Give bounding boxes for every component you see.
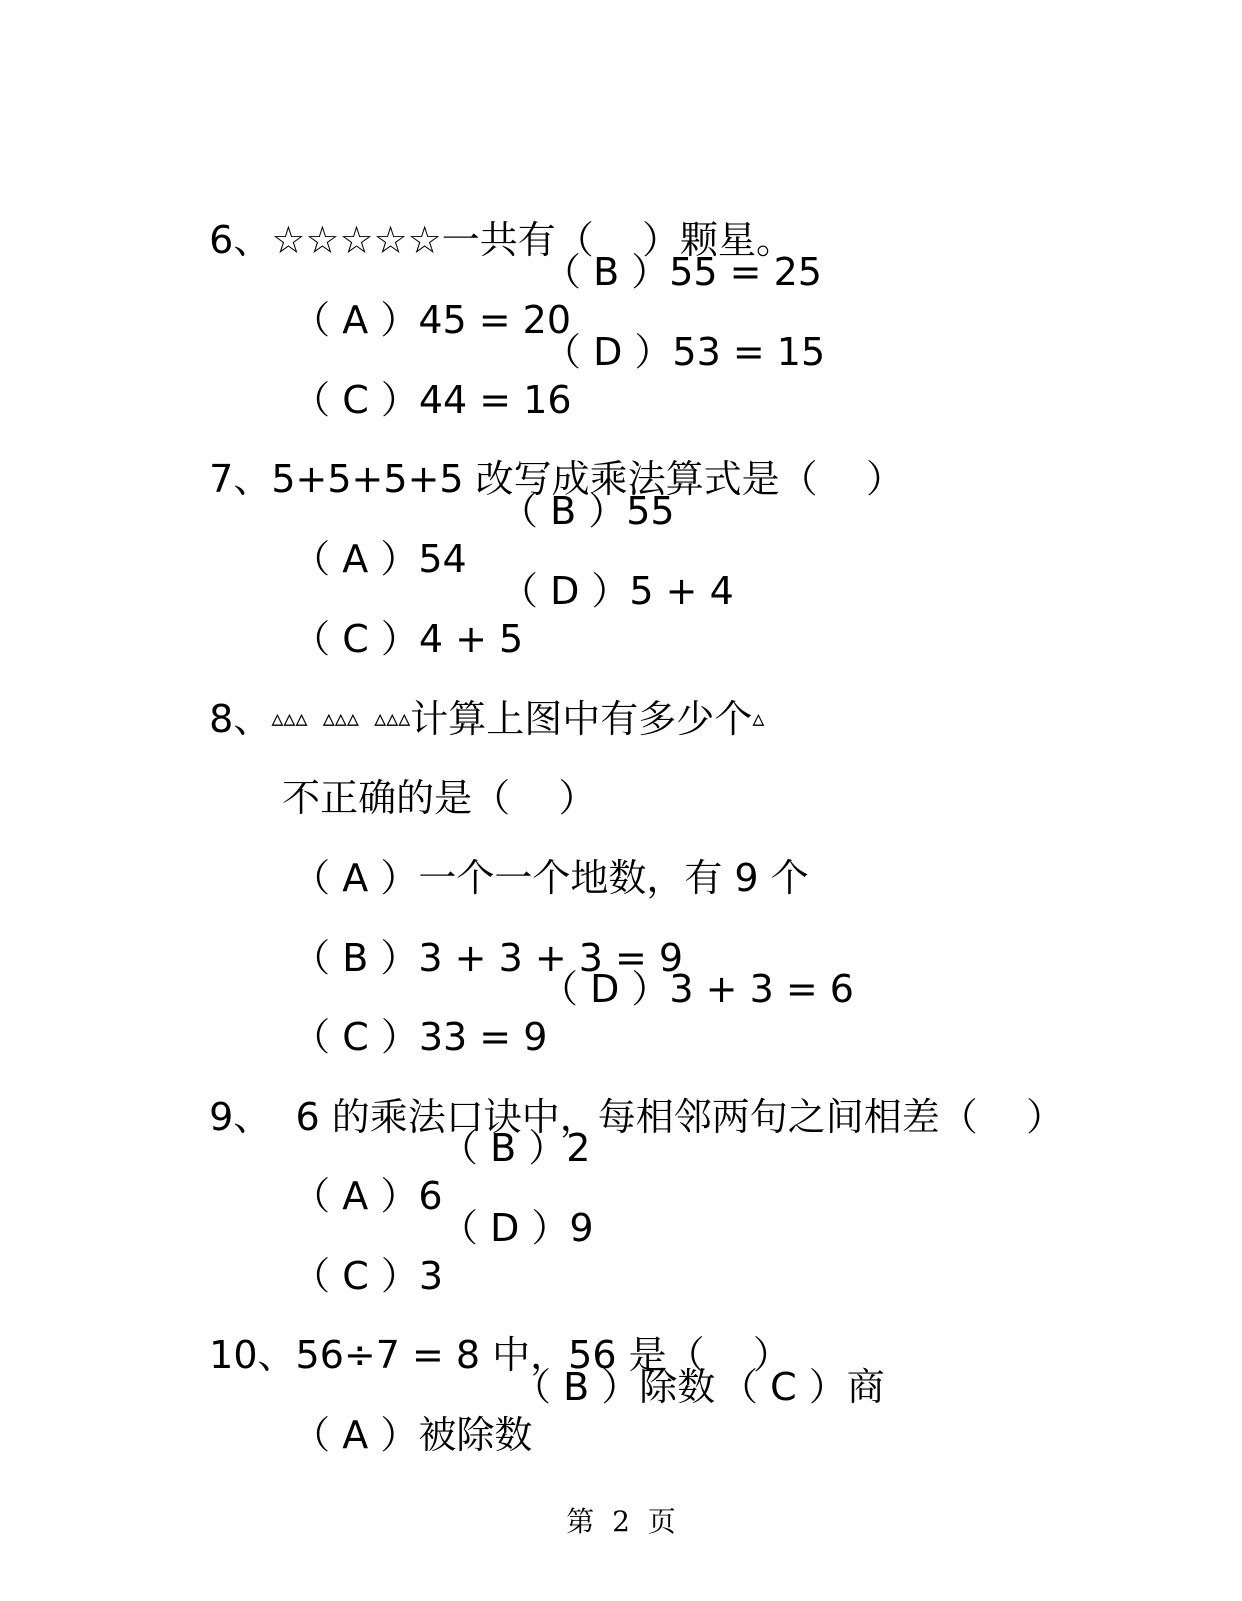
question-number: 9、 [209,1095,272,1139]
question-number: 8、 [209,697,272,741]
question-text: 6 的乘法口诀中，每相邻两句之间相差（ ） [271,1095,1065,1139]
triangle-icon: ▵ [752,704,765,732]
triangle-group-icon: ▵▵▵ ▵▵▵ ▵▵▵ [271,704,411,732]
option-b: （ B ）3 + 3 + 3 = 9 [292,936,684,980]
question-text: 计算上图中有多少个 [410,697,753,741]
option-c: （ C ）44 = 16 [292,378,572,422]
option-c: （ C ）3 [292,1254,444,1298]
option-b: （ B ）55 [500,489,675,533]
option-a: （ A ）一个一个地数，有 9 个 [292,856,809,900]
option-b: （ B ）55 = 25 [543,250,822,294]
option-b: （ B ）除数 [513,1365,716,1409]
option-d: （ D ）5 + 4 [500,569,734,613]
question-text: 5+5+5+5 改写成乘法算式是（ ） [271,457,904,501]
option-d: （ D ）9 [440,1206,594,1250]
page-number: 第 2 页 [566,1505,676,1538]
question-number: 6、 [209,218,272,262]
option-c: （ C ）商 [720,1365,885,1409]
question-text: ☆☆☆☆☆一共有（ ）颗星。 [271,218,795,262]
option-d: （ D ）53 = 15 [543,330,826,374]
option-c: （ C ）4 + 5 [292,617,524,661]
option-a: （ A ）54 [292,537,467,581]
option-c: （ C ）33 = 9 [292,1015,548,1059]
option-a: （ A ）6 [292,1174,443,1218]
option-b: （ B ）2 [440,1126,591,1170]
question-number: 10、 [209,1333,296,1377]
option-d: （ D ）3 + 3 = 6 [540,967,854,1011]
option-a: （ A ）被除数 [292,1413,533,1457]
option-a: （ A ）45 = 20 [292,298,572,342]
question-number: 7、 [209,457,272,501]
question-text: 56÷7 = 8 中，56 是（ ） [295,1333,791,1377]
question-text: 不正确的是（ ） [282,776,597,820]
